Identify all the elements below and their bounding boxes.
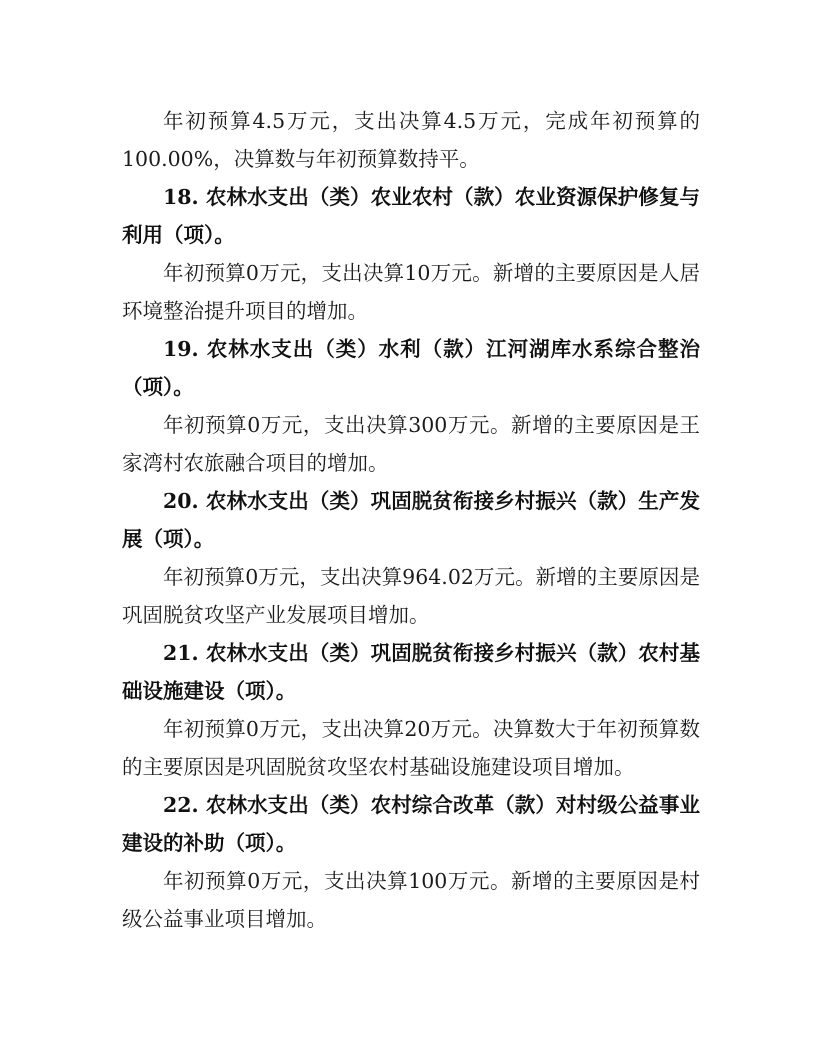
paragraph-item-19: 年初预算0万元，支出决算300万元。新增的主要原因是王家湾村农旅融合项目的增加。: [122, 413, 700, 475]
paragraph-budget-carryover: 年初预算4.5万元，支出决算4.5万元，完成年初预算的100.00%，决算数与年初预算数持平。: [122, 109, 700, 171]
heading-item-20: 20. 农林水支出（类）巩固脱贫衔接乡村振兴（款）生产发展（项）。: [122, 489, 700, 551]
heading-item-22: 22. 农林水支出（类）农村综合改革（款）对村级公益事业建设的补助（项）。: [122, 793, 700, 855]
heading-item-19: 19. 农林水支出（类）水利（款）江河湖库水系综合整治（项）。: [122, 337, 700, 399]
paragraph-item-20: 年初预算0万元，支出决算964.02万元。新增的主要原因是巩固脱贫攻坚产业发展项目增加。: [122, 565, 700, 627]
heading-item-21: 21. 农林水支出（类）巩固脱贫衔接乡村振兴（款）农村基础设施建设（项）。: [122, 641, 700, 703]
paragraph-item-21: 年初预算0万元，支出决算20万元。决算数大于年初预算数的主要原因是巩固脱贫攻坚农村基础设施建设项目增加。: [122, 717, 700, 779]
heading-item-18: 18. 农林水支出（类）农业农村（款）农业资源保护修复与利用（项）。: [122, 185, 700, 247]
paragraph-item-18: 年初预算0万元，支出决算10万元。新增的主要原因是人居环境整治提升项目的增加。: [122, 261, 700, 323]
paragraph-item-22: 年初预算0万元，支出决算100万元。新增的主要原因是村级公益事业项目增加。: [122, 869, 700, 931]
